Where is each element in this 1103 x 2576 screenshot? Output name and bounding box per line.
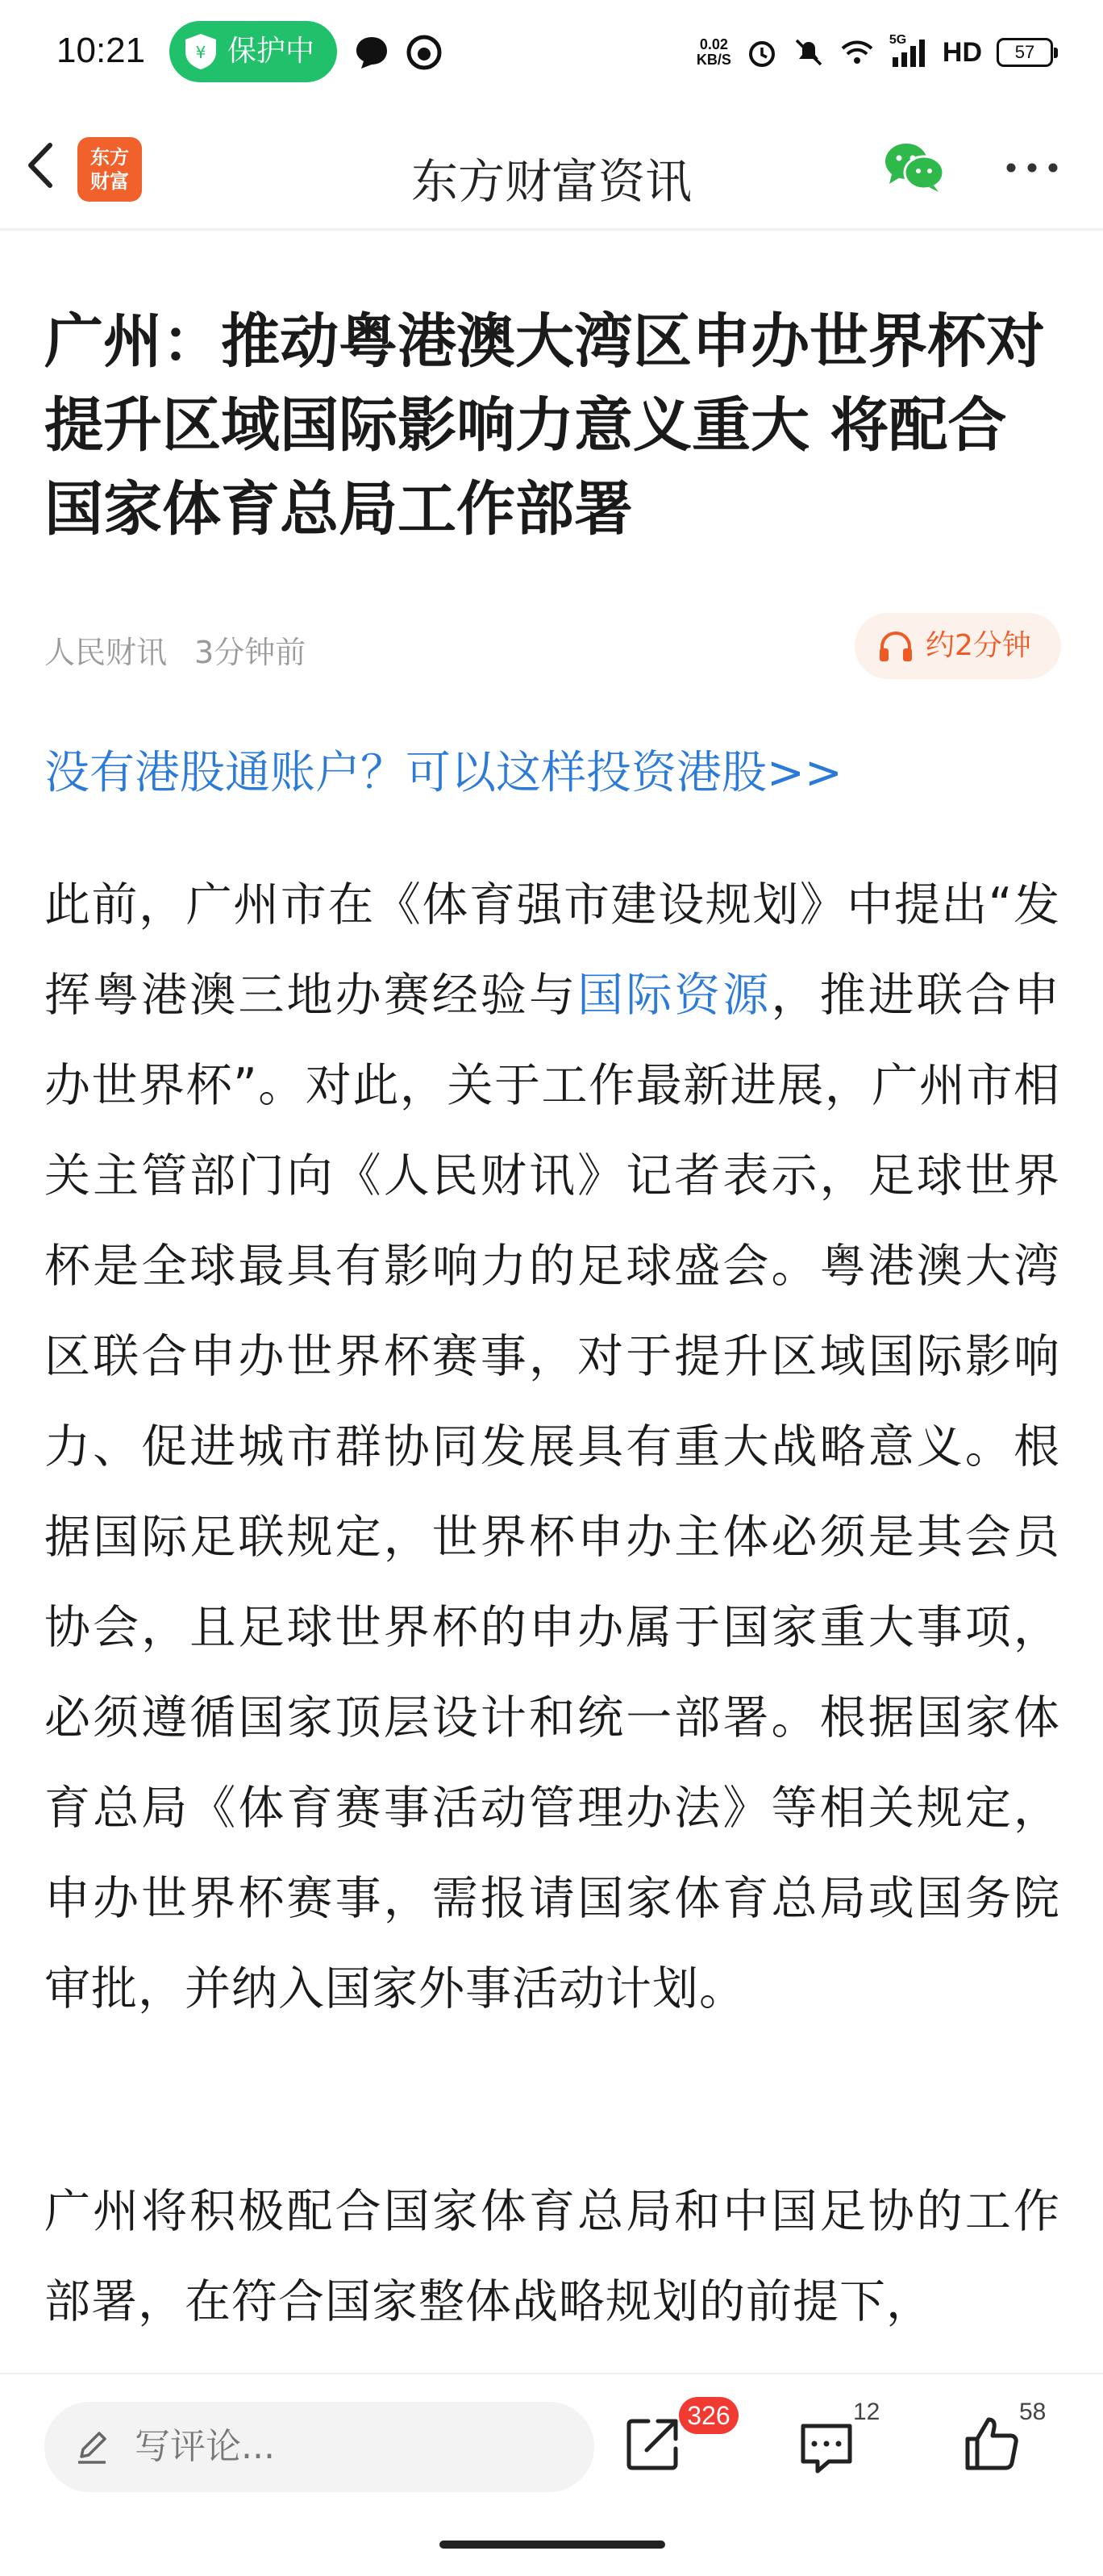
article-time: 3分钟前 xyxy=(194,635,306,670)
article-meta xyxy=(44,627,306,672)
share-icon[interactable] xyxy=(622,2413,684,2474)
listen-button[interactable] xyxy=(855,613,1061,679)
shield-icon xyxy=(182,32,219,71)
article-paragraph xyxy=(44,860,1060,2034)
article-source[interactable]: 人民财讯 xyxy=(44,635,168,670)
comment-placeholder: 写评论... xyxy=(135,2426,275,2467)
more-icon[interactable] xyxy=(1000,152,1064,184)
keyword-link[interactable]: 国际资源 xyxy=(577,969,772,1022)
wifi-icon xyxy=(839,38,875,67)
battery-icon: 57 xyxy=(997,38,1053,67)
pencil-icon xyxy=(73,2428,112,2466)
nav-divider xyxy=(0,228,1103,231)
mute-icon xyxy=(793,36,825,69)
paragraph-text: 此前，广州市在《体育强市建设规划》中提出“发挥粤港澳三地办赛经验与 xyxy=(44,878,1060,1022)
headphones-icon xyxy=(877,629,914,663)
article-paragraph: 广州将积极配合国家体育总局和中国足协的工作部署，在符合国家整体战略规划的前提下， xyxy=(44,2185,1060,2328)
comment-count: 12 xyxy=(853,2399,880,2425)
status-indicators xyxy=(697,29,1053,76)
comment-input[interactable] xyxy=(44,2402,594,2492)
home-indicator[interactable] xyxy=(439,2541,665,2549)
share-count-badge: 326 xyxy=(679,2397,739,2434)
logo-line-2: 财富 xyxy=(90,170,129,193)
hd-label: HD xyxy=(942,36,982,68)
promo-link[interactable]: 没有港股通账户？可以这样投资港股>> xyxy=(44,747,843,799)
listen-label: 约2分钟 xyxy=(926,629,1031,662)
paragraph-text: ，推进联合申办世界杯”。对此，关于工作最新进展，广州市相关主管部门向《人民财讯》记者表示，足球世界杯是全球最具有影响力的足球盛会。粤港澳大湾区联合申办世界杯赛事，对于提升区域国际影响力、促进城市群协同发展具有重大战略意义。根据国际足联规定，世界杯申办主体必须是其会员协会，且足球世界杯的申办属于国家重大事项，必须遵循国家顶层设计和统一部署。根据国家体育总局《体育赛事活动管理办法》等相关规定，申办世界杯赛事，需报请国家体育总局或国务院审批，并纳入国家外事活动计划。 xyxy=(44,969,1061,2015)
app-status-icon xyxy=(406,34,443,71)
net-speed-value: 0.02 xyxy=(699,36,728,52)
article-headline: 广州：推动粤港澳大湾区申办世界杯对提升区域国际影响力意义重大 将配合国家体育总局工作部署 xyxy=(44,307,1045,544)
protection-badge[interactable] xyxy=(169,21,337,82)
chat-bubble-icon xyxy=(353,34,390,71)
svg-text:¥: ¥ xyxy=(195,43,206,62)
alarm-icon xyxy=(746,36,778,69)
status-bar xyxy=(0,0,1103,105)
protection-label: 保护中 xyxy=(227,35,315,68)
wechat-icon[interactable] xyxy=(882,140,947,194)
like-icon[interactable] xyxy=(961,2413,1022,2474)
bottom-action-bar xyxy=(0,2373,1103,2576)
network-type: 5G xyxy=(889,33,907,47)
comment-icon[interactable] xyxy=(797,2420,856,2476)
net-speed-unit: KB/S xyxy=(696,52,731,68)
net-speed xyxy=(697,37,731,68)
signal-icon xyxy=(889,33,928,69)
logo-line-1: 东方 xyxy=(90,146,129,169)
like-count: 58 xyxy=(1019,2399,1047,2425)
nav-bar xyxy=(0,119,1103,218)
clock: 10:21 xyxy=(56,31,146,70)
page-title: 东方财富资讯 xyxy=(410,154,692,209)
